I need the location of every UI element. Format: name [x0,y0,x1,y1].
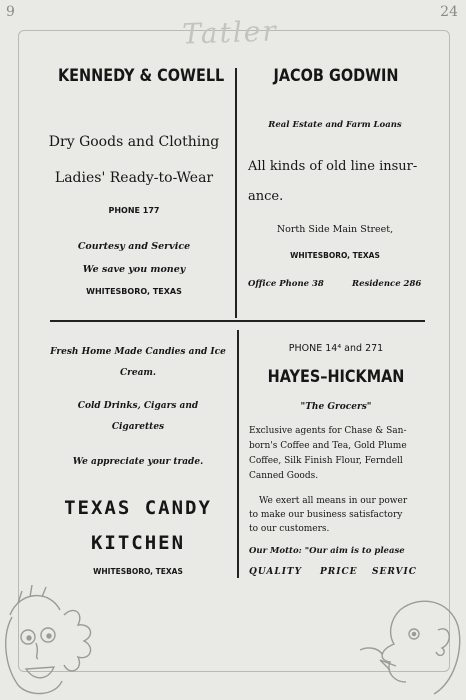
hayes-tagline: "The Grocers" [300,402,372,412]
godwin-name: JACOB GODWIN [273,66,399,86]
kennedy-slogan-courtesy: Courtesy and Service [77,241,191,252]
hayes-motto-price: PRICE [320,567,358,577]
godwin-subtitle: Real Estate and Farm Loans [268,120,402,130]
godwin-city: WHITESBORO, TEXAS [290,251,380,260]
page-number-left: 9 [6,4,15,20]
godwin-office-phone: Office Phone 38 [248,279,324,289]
kennedy-phone: PHONE 177 [108,206,160,215]
godwin-address: North Side Main Street, [276,224,394,235]
godwin-residence-phone: Residence 286 [352,279,422,289]
candy-line-cream: Cream. [119,368,157,378]
candy-city: WHITESBORO, TEXAS [93,567,183,576]
hayes-agents-line-1: Exclusive agents for Chase & San- [249,426,407,436]
hayes-motto-service: SERVIC [372,567,417,577]
masthead-title: Tatler [181,14,279,51]
page-number-right: 24 [440,4,458,20]
cartoon-face-right-icon [350,590,466,700]
candy-line-appreciate: We appreciate your trade. [72,457,204,467]
kennedy-line-dry-goods: Dry Goods and Clothing [48,134,220,150]
candy-line-cigarettes: Cigarettes [111,422,165,432]
hayes-motto-quality: QUALITY [249,567,303,577]
hayes-phone: PHONE 14⁴ and 271 [288,343,384,354]
candy-name-1: TEXAS CANDY [64,497,212,519]
hayes-agents-line-2: born's Coffee and Tea, Gold Plume [249,441,407,451]
candy-line-drinks: Cold Drinks, Cigars and [77,401,199,411]
hayes-power-line-2: to make our business satisfactory [249,510,403,520]
kennedy-name: KENNEDY & COWELL [57,66,225,86]
hayes-power-line-3: to our customers. [249,524,330,534]
godwin-line-insurance-2: ance. [248,189,284,204]
vertical-divider-top [235,68,237,318]
hayes-name: HAYES–HICKMAN [267,367,405,387]
candy-name-2: KITCHEN [90,532,186,554]
hayes-power-line-1: We exert all means in our power [259,496,408,506]
candy-line-fresh: Fresh Home Made Candies and Ice [50,347,226,357]
hayes-motto: Our Motto: "Our aim is to please [249,546,405,556]
cartoon-face-left-icon [0,585,110,700]
godwin-line-insurance-1: All kinds of old line insur- [248,159,418,174]
kennedy-slogan-save: We save you money [82,264,186,275]
hayes-agents-line-3: Coffee, Silk Finish Flour, Ferndell [249,456,403,466]
kennedy-city: WHITESBORO, TEXAS [86,287,182,296]
hayes-agents-line-4: Canned Goods. [249,471,319,481]
vertical-divider-bottom [237,330,239,578]
horizontal-divider [50,320,425,322]
kennedy-line-ready-to-wear: Ladies' Ready-to-Wear [54,170,214,186]
